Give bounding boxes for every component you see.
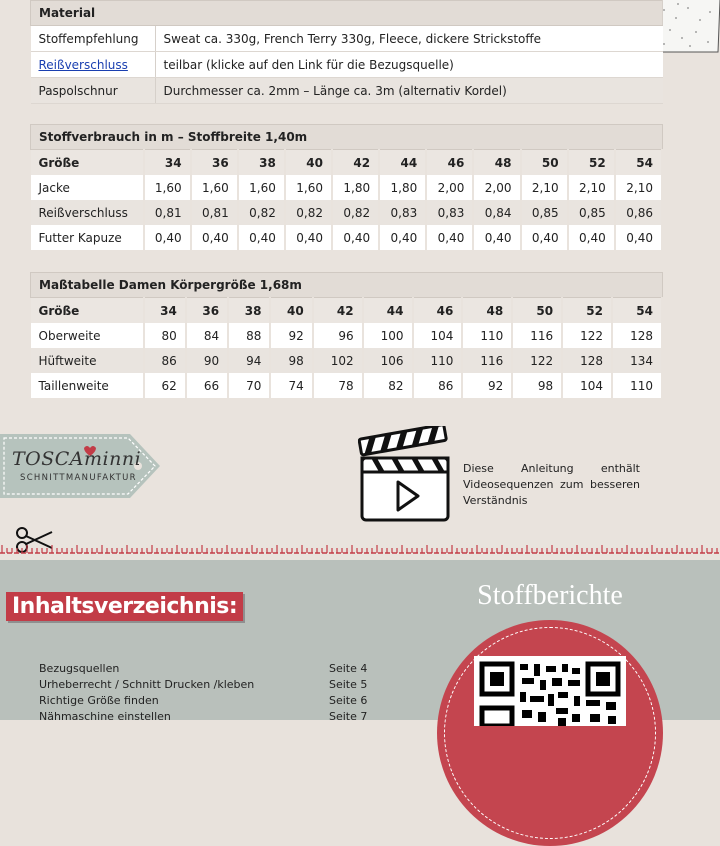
toc-item-label: Urheberrecht / Schnitt Drucken /kleben	[39, 678, 255, 691]
zipper-source-link[interactable]: Reißverschluss	[38, 57, 128, 72]
table-cell: 62	[144, 373, 186, 398]
table-of-contents	[39, 661, 369, 725]
table-cell: 80	[144, 323, 186, 348]
video-note: Diese Anleitung enthält Videosequenzen zum besseren Verständnis	[463, 462, 640, 507]
row-label: Taillenweite	[31, 373, 144, 398]
row-label: Futter Kapuze	[31, 225, 144, 250]
row-label: Reißverschluss	[31, 200, 144, 225]
clapperboard-icon	[358, 426, 454, 524]
toc-item-page: Seite 4	[329, 662, 368, 675]
toc-item-label: Bezugsquellen	[39, 662, 120, 675]
table-cell: 0,40	[615, 225, 662, 250]
size-header: 54	[615, 150, 662, 176]
table-cell: 116	[462, 348, 512, 373]
material-table	[30, 0, 663, 104]
size-header: 42	[313, 298, 363, 324]
table-cell: 86	[144, 348, 186, 373]
table-cell: 82	[363, 373, 413, 398]
size-column-label: Größe	[31, 150, 144, 176]
table-cell: 2,00	[473, 175, 520, 200]
row-label: Hüftweite	[31, 348, 144, 373]
material-value: Sweat ca. 330g, French Terry 330g, Fleece, dickere Strickstoffe	[155, 26, 663, 52]
row-label: Oberweite	[31, 323, 144, 348]
toc-item-label: Nähmaschine einstellen	[39, 710, 171, 723]
table-cell: 110	[462, 323, 512, 348]
size-header: 46	[426, 150, 473, 176]
table-cell: 74	[270, 373, 312, 398]
table-cell: 0,40	[285, 225, 332, 250]
fabric-header: Stoffverbrauch in m – Stoffbreite 1,40m	[31, 125, 663, 150]
size-header: 38	[238, 150, 285, 176]
table-cell: 102	[313, 348, 363, 373]
size-header: 50	[521, 150, 568, 176]
table-cell: 90	[186, 348, 228, 373]
table-cell: 1,60	[191, 175, 238, 200]
size-header: 36	[186, 298, 228, 324]
table-row	[31, 348, 663, 373]
table-cell: 92	[270, 323, 312, 348]
table-cell: 0,40	[191, 225, 238, 250]
table-cell: 78	[313, 373, 363, 398]
material-header: Material	[31, 1, 663, 26]
fabric-consumption-table	[30, 124, 663, 250]
size-header: 44	[363, 298, 413, 324]
table-cell: 106	[363, 348, 413, 373]
size-header: 40	[285, 150, 332, 176]
table-cell: 92	[462, 373, 512, 398]
table-cell: 98	[512, 373, 562, 398]
table-cell: 1,80	[379, 175, 426, 200]
table-cell: 2,10	[615, 175, 662, 200]
table-cell: 0,40	[144, 225, 191, 250]
table-cell: 0,40	[568, 225, 615, 250]
stoffberichte-title: Stoffberichte	[477, 580, 623, 611]
size-header: 40	[270, 298, 312, 324]
toc-item-page: Seite 6	[329, 694, 368, 707]
table-cell: 0,40	[521, 225, 568, 250]
size-header: 38	[228, 298, 270, 324]
table-cell: 1,60	[285, 175, 332, 200]
table-cell: 0,85	[521, 200, 568, 225]
size-header: 34	[144, 150, 191, 176]
table-cell: 96	[313, 323, 363, 348]
table-cell: 0,40	[379, 225, 426, 250]
table-cell: 0,81	[144, 200, 191, 225]
table-cell: 128	[562, 348, 612, 373]
table-row	[31, 26, 663, 52]
table-cell: 0,82	[332, 200, 379, 225]
table-cell: 1,60	[238, 175, 285, 200]
table-cell: 0,40	[332, 225, 379, 250]
table-cell: 0,83	[379, 200, 426, 225]
table-cell: 86	[413, 373, 463, 398]
table-cell: 2,10	[568, 175, 615, 200]
size-header: 36	[191, 150, 238, 176]
size-header: 42	[332, 150, 379, 176]
table-cell: 84	[186, 323, 228, 348]
table-cell: 1,60	[144, 175, 191, 200]
table-cell: 0,40	[238, 225, 285, 250]
table-cell: 0,82	[285, 200, 332, 225]
measuring-tape-line	[0, 541, 720, 557]
table-cell: 122	[562, 323, 612, 348]
table-row	[31, 175, 663, 200]
toc-item[interactable]	[39, 661, 369, 677]
table-cell: 110	[413, 348, 463, 373]
table-cell: 70	[228, 373, 270, 398]
measurement-table	[30, 272, 663, 398]
size-header: 52	[568, 150, 615, 176]
table-cell: 0,83	[426, 200, 473, 225]
size-header: 44	[379, 150, 426, 176]
size-header: 48	[473, 150, 520, 176]
size-header: 46	[413, 298, 463, 324]
size-header-row	[31, 150, 663, 176]
material-value: Durchmesser ca. 2mm – Länge ca. 3m (alternativ Kordel)	[155, 78, 663, 104]
size-header: 48	[462, 298, 512, 324]
size-header: 50	[512, 298, 562, 324]
table-cell: 134	[612, 348, 662, 373]
table-cell: 98	[270, 348, 312, 373]
table-cell: 0,81	[191, 200, 238, 225]
table-cell: 128	[612, 323, 662, 348]
table-cell: 0,40	[426, 225, 473, 250]
toc-item[interactable]	[39, 709, 369, 725]
table-cell: 66	[186, 373, 228, 398]
size-header: 34	[144, 298, 186, 324]
table-cell: 94	[228, 348, 270, 373]
toc-item-label: Richtige Größe finden	[39, 694, 159, 707]
size-header-row	[31, 298, 663, 324]
table-cell: 88	[228, 323, 270, 348]
table-cell: 0,40	[473, 225, 520, 250]
table-cell: 0,82	[238, 200, 285, 225]
table-cell: 116	[512, 323, 562, 348]
material-label: Paspolschnur	[31, 78, 156, 104]
table-cell: 0,86	[615, 200, 662, 225]
qr-code[interactable]	[474, 656, 626, 726]
table-cell: 2,00	[426, 175, 473, 200]
table-cell: 0,84	[473, 200, 520, 225]
size-header: 52	[562, 298, 612, 324]
table-cell: 104	[562, 373, 612, 398]
table-cell: 0,85	[568, 200, 615, 225]
logo-subtitle: SCHNITTMANUFAKTUR	[20, 473, 137, 483]
table-cell: 1,80	[332, 175, 379, 200]
toc-item-page: Seite 7	[329, 710, 368, 723]
measure-header: Maßtabelle Damen Körpergröße 1,68m	[31, 273, 663, 298]
table-cell: 110	[612, 373, 662, 398]
row-label: Jacke	[31, 175, 144, 200]
table-row	[31, 373, 663, 398]
size-header: 54	[612, 298, 662, 324]
table-cell: 104	[413, 323, 463, 348]
material-label: Stoffempfehlung	[31, 26, 156, 52]
toc-item[interactable]	[39, 693, 369, 709]
table-cell: 100	[363, 323, 413, 348]
table-row	[31, 323, 663, 348]
toc-title: Inhaltsverzeichnis:	[6, 592, 243, 621]
table-cell: 2,10	[521, 175, 568, 200]
toc-item-page: Seite 5	[329, 678, 368, 691]
table-row	[31, 225, 663, 250]
size-column-label: Größe	[31, 298, 144, 324]
material-value: teilbar (klicke auf den Link für die Bezugsquelle)	[155, 52, 663, 78]
table-row	[31, 52, 663, 78]
logo-name: TOSCAminni	[12, 448, 142, 470]
table-row	[31, 200, 663, 225]
table-cell: 122	[512, 348, 562, 373]
toc-item[interactable]	[39, 677, 369, 693]
table-row	[31, 78, 663, 104]
